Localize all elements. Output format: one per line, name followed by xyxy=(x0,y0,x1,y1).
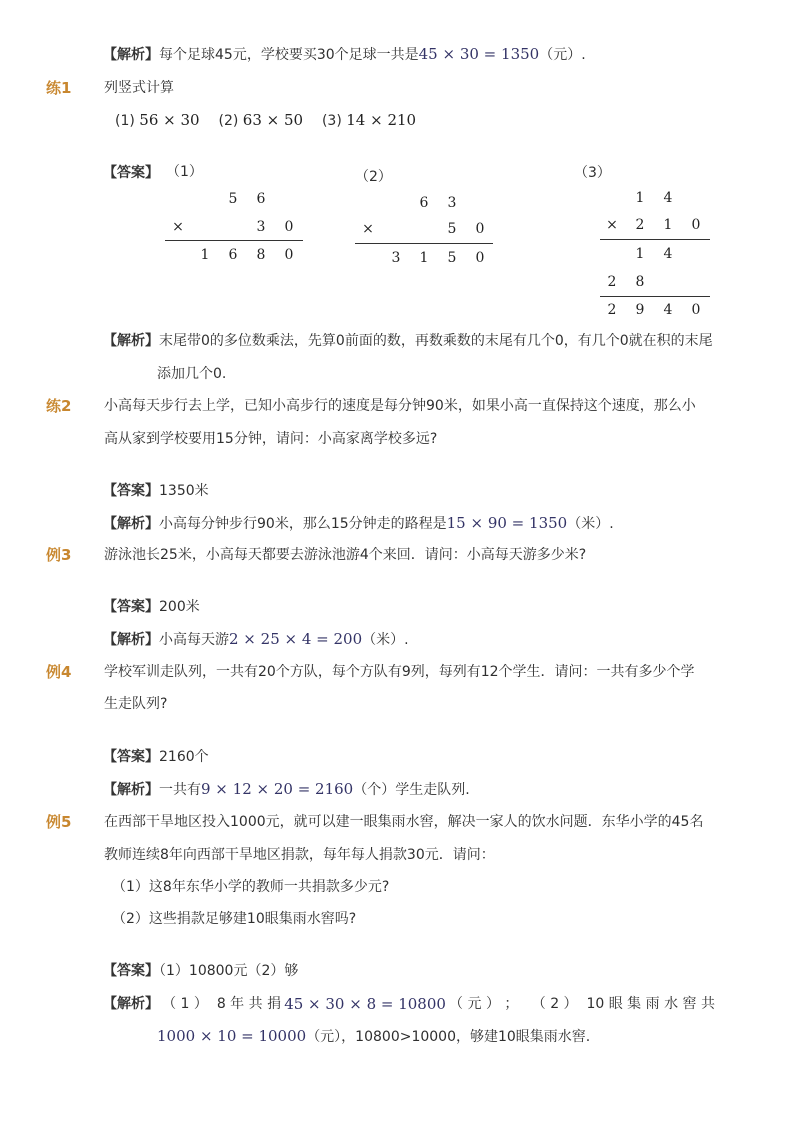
analysis-text-end: （个）学生走队列. xyxy=(353,782,470,798)
digit: 5 xyxy=(447,221,457,237)
question-text-line2: 高从家到学校要用15分钟，请问：小高家离学校多远? xyxy=(104,431,438,447)
times-sign: × xyxy=(172,219,184,235)
li5-analysis-line1 xyxy=(103,994,715,1014)
digit: 1 xyxy=(419,250,429,266)
digit: 4 xyxy=(663,302,673,318)
digit: 0 xyxy=(691,217,701,233)
prev-analysis-line xyxy=(103,44,586,65)
digit: 0 xyxy=(284,247,294,263)
analysis-text: （ 1 ） 8 年 共 捐 xyxy=(162,996,282,1012)
digit: 0 xyxy=(691,302,701,318)
li4-analysis-line xyxy=(103,779,470,800)
digit: 4 xyxy=(663,190,673,206)
expression: 63 × 50 xyxy=(242,111,304,129)
question-label-li3: 例3 xyxy=(46,546,72,564)
digit: 8 xyxy=(256,247,266,263)
analysis-text: 小高每天游 xyxy=(159,632,229,648)
question-text-line1: 在西部干旱地区投入1000元，就可以建一眼集雨水窖，解决一家人的饮水问题．东华小学的45名 xyxy=(104,814,704,830)
answer-tag: 【答案】 xyxy=(103,749,159,765)
analysis-text-end: （元），10800>10000，够建10眼集雨水窖. xyxy=(306,1029,591,1045)
sub-question-2: （2）这些捐款足够建10眼集雨水窖吗? xyxy=(112,911,357,927)
question-text-line1: 学校军训走队列，一共有20个方队，每个方队有9列，每列有12个学生．请问：一共有多少个学 xyxy=(104,664,695,680)
digit: 6 xyxy=(228,247,238,263)
math-expression: 2 × 25 × 4 = 200 xyxy=(229,630,363,648)
digit: 5 xyxy=(447,250,457,266)
li3-analysis-line xyxy=(103,629,409,650)
digit: 3 xyxy=(391,250,401,266)
analysis-tag: 【解析】 xyxy=(103,333,159,349)
answer-text: 200米 xyxy=(159,599,200,615)
digit: 2 xyxy=(607,274,617,290)
item-number: (2) xyxy=(218,113,239,129)
digit: 9 xyxy=(635,302,645,318)
digit: 5 xyxy=(228,191,238,207)
column-label-1: （1） xyxy=(166,164,203,180)
lian2-analysis-line xyxy=(103,513,614,534)
digit: 1 xyxy=(200,247,210,263)
digit: 8 xyxy=(635,274,645,290)
digit: 0 xyxy=(475,221,485,237)
expression: 56 × 30 xyxy=(139,111,200,129)
answer-tag: 【答案】 xyxy=(103,963,159,979)
digit: 4 xyxy=(663,246,673,262)
analysis-text: 每个足球45元，学校要买30个足球一共是 xyxy=(159,47,419,63)
analysis-tag: 【解析】 xyxy=(103,632,159,648)
times-sign: × xyxy=(362,221,374,237)
digit: 2 xyxy=(607,302,617,318)
answer-text: 2160个 xyxy=(159,749,209,765)
digit: 0 xyxy=(284,219,294,235)
question-label-lian1: 练1 xyxy=(46,79,72,97)
column-label-3: （3） xyxy=(574,165,611,181)
question-text-line1: 小高每天步行去上学，已知小高步行的速度是每分钟90米，如果小高一直保持这个速度，那么小 xyxy=(104,398,696,414)
digit: 3 xyxy=(447,195,457,211)
expression: 14 × 210 xyxy=(346,111,417,129)
analysis-text-end: （元）. xyxy=(539,47,586,63)
answer-text: （1）10800元（2）够 xyxy=(159,963,299,979)
item-number: (3) xyxy=(321,113,342,129)
digit: 3 xyxy=(256,219,266,235)
calc-line xyxy=(600,239,710,240)
analysis-tag: 【解析】 xyxy=(103,47,159,63)
analysis-text: 一共有 xyxy=(159,782,201,798)
digit: 1 xyxy=(663,217,673,233)
calc-line xyxy=(355,243,493,244)
question-label-lian2: 练2 xyxy=(46,397,72,415)
math-expression: 15 × 90 = 1350 xyxy=(446,514,568,532)
analysis-tag: 【解析】 xyxy=(103,516,159,532)
calc-line xyxy=(165,240,303,241)
digit: 2 xyxy=(635,217,645,233)
analysis-text: 末尾带0的多位数乘法，先算0前面的数，再数乘数的末尾有几个0，有几个0就在积的末尾 xyxy=(159,333,713,349)
question-text-line2: 生走队列? xyxy=(104,696,168,712)
li4-answer-line xyxy=(103,747,209,767)
digit: 6 xyxy=(256,191,266,207)
digit: 1 xyxy=(635,246,645,262)
digit: 0 xyxy=(475,250,485,266)
math-expression: 45 × 30 = 1350 xyxy=(418,45,540,63)
analysis-text-end: （ 元 ） ； （ 2 ） 10 眼 集 雨 水 窖 共 xyxy=(449,996,715,1012)
analysis-tag: 【解析】 xyxy=(103,782,159,798)
digit: 6 xyxy=(419,195,429,211)
item-number: (1) xyxy=(115,113,135,129)
analysis-text-end: （米）. xyxy=(567,516,614,532)
calc-line xyxy=(600,296,710,297)
lian1-analysis-line2: 添加几个0. xyxy=(157,366,227,382)
math-expression: 9 × 12 × 20 = 2160 xyxy=(201,780,354,798)
column-label-2: （2） xyxy=(355,169,392,185)
answer-tag: 【答案】 xyxy=(103,483,159,499)
li5-answer-line xyxy=(103,961,298,981)
answer-tag: 【答案】 xyxy=(103,599,159,615)
times-sign: × xyxy=(606,217,618,233)
question-label-li5: 例5 xyxy=(46,813,72,831)
analysis-text-end: （米）. xyxy=(362,632,409,648)
expression-list xyxy=(115,110,416,131)
answer-tag: 【答案】 xyxy=(103,165,159,181)
analysis-text: 小高每分钟步行90米，那么15分钟走的路程是 xyxy=(159,516,447,532)
math-expression: 45 × 30 × 8 = 10800 xyxy=(284,995,446,1013)
answer-text: 1350米 xyxy=(159,483,209,499)
digit: 1 xyxy=(635,190,645,206)
sub-question-1: （1）这8年东华小学的教师一共捐款多少元? xyxy=(112,879,390,895)
li3-answer-line xyxy=(103,597,200,617)
li5-analysis-line2 xyxy=(157,1026,590,1047)
question-text-line1: 游泳池长25米，小高每天都要去游泳池游4个来回．请问：小高每天游多少米? xyxy=(104,547,587,563)
question-instruction: 列竖式计算 xyxy=(104,80,174,96)
analysis-tag: 【解析】 xyxy=(103,996,159,1012)
lian2-answer-line xyxy=(103,481,209,501)
math-expression: 1000 × 10 = 10000 xyxy=(157,1027,307,1045)
lian1-analysis-line1 xyxy=(103,331,713,351)
question-text-line2: 教师连续8年向西部干旱地区捐款，每年每人捐款30元．请问： xyxy=(104,847,495,863)
question-label-li4: 例4 xyxy=(46,663,72,681)
